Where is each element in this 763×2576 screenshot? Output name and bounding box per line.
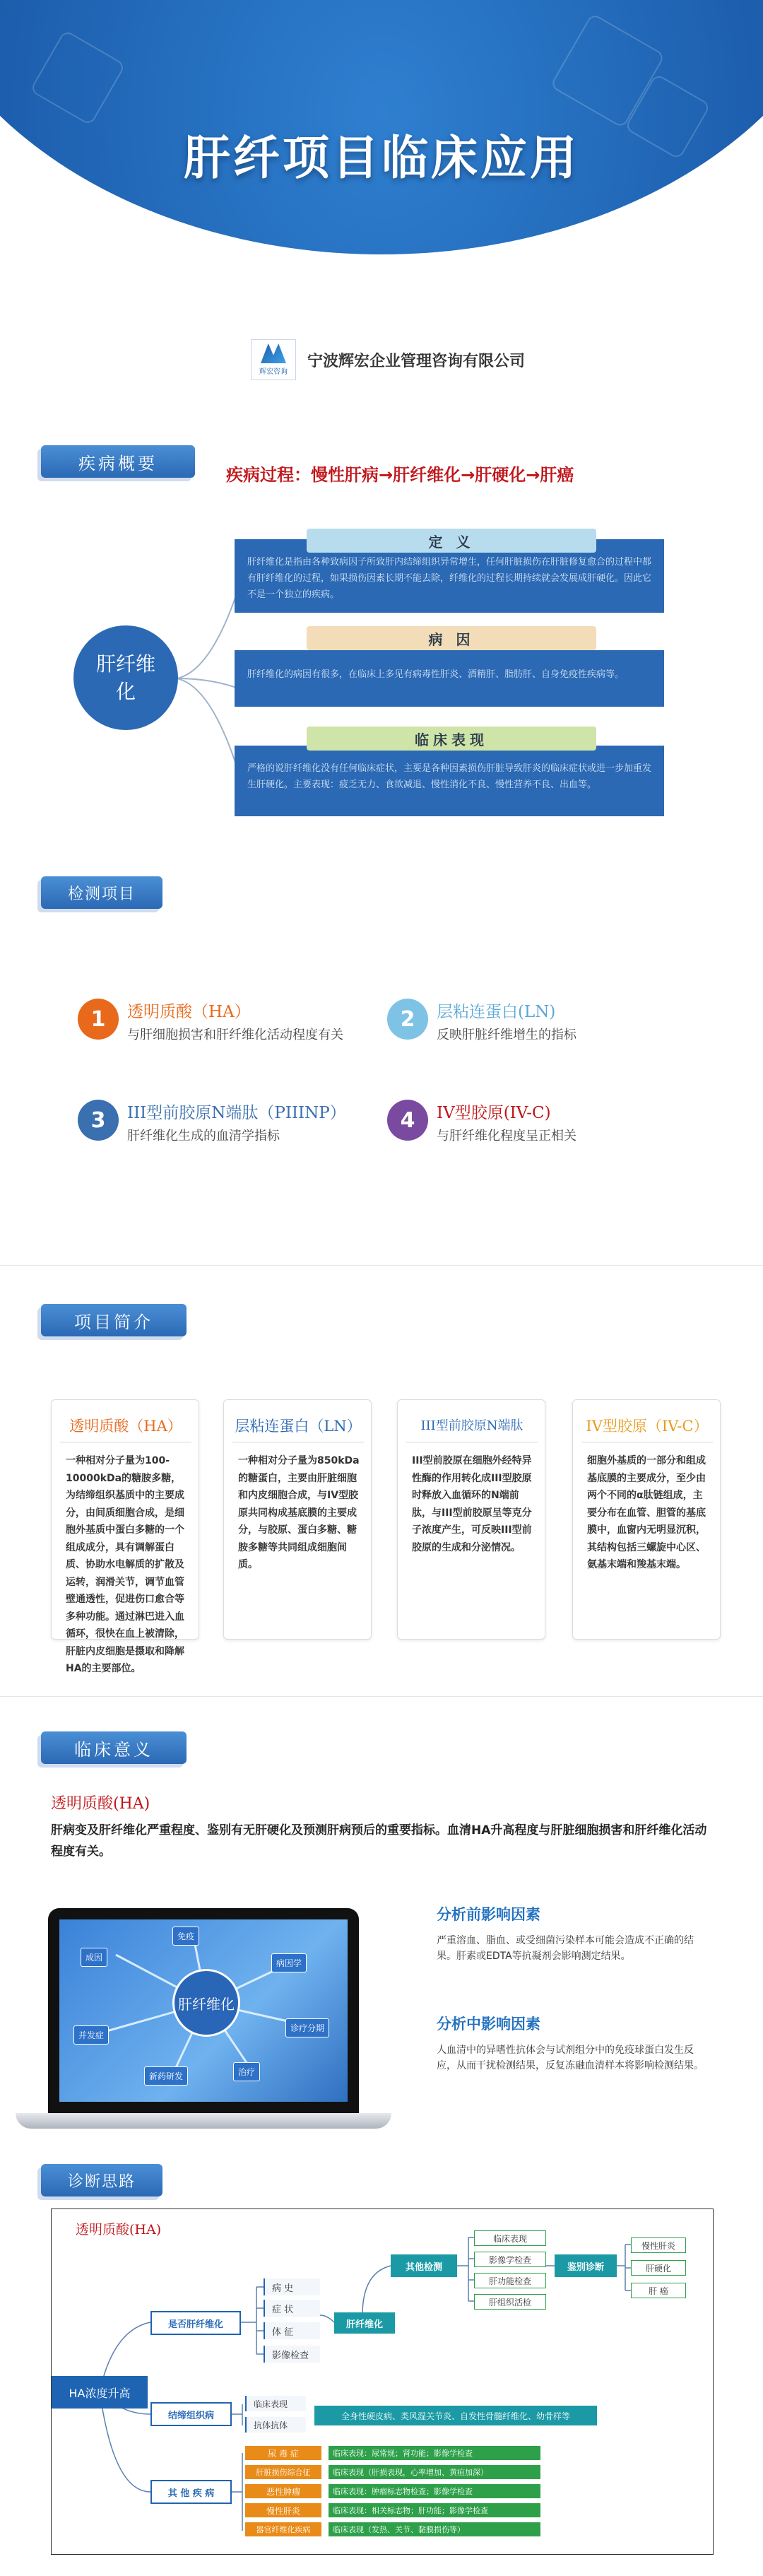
section-tag-intro: 项目简介 [41,1304,187,1336]
detection-title: III型前胶原N端肽（PIIINP） [127,1104,346,1122]
logo-mark-icon [261,343,286,363]
detection-desc: 反映肝脏纤维增生的指标 [437,1028,576,1042]
list-item: 症 状 [264,2300,320,2317]
definition-heading: 定 义 [307,529,596,553]
detection-desc: 与肝纤维化程度呈正相关 [437,1129,576,1143]
section-tag-disease: 疾病概要 [41,445,195,478]
outcome-item: 肝 癌 [631,2283,686,2298]
list-item: 临床表现 [474,2230,546,2246]
root-node: HA浓度升高 [52,2376,148,2409]
differential-diagnosis: 鉴别诊断 [555,2254,617,2277]
symptom-heading: 临床表现 [307,727,596,751]
company-brand [251,339,525,380]
detection-desc: 与肝细胞损害和肝纤维化活动程度有关 [127,1028,343,1042]
list-item: 体 征 [264,2322,320,2339]
section-divider [0,1265,763,1266]
in-analysis-factors [437,2013,712,2074]
card-text: 一种相对分子量为850kDa的糖蛋白，主要由肝脏细胞和内皮细胞合成，与IV型胶原共同构成基底膜的主要成分，与胶原、蛋白多糖、糖胺多糖等共同组成细胞间质。 [238,1455,360,1570]
detection-number: 1 [78,999,119,1040]
clinical-subtitle: 透明质酸(HA) [51,1795,150,1813]
detection-title: 透明质酸（HA） [127,1003,251,1021]
cause-box: 肝纤维化的病因有很多，在临床上多见有病毒性肝炎、酒精肝、脂肪肝、自身免疫性疾病等。 [235,650,664,707]
detection-item-3 [78,1100,346,1144]
illustration-node: 并发症 [73,2025,109,2045]
laptop-illustration [59,1919,348,2102]
upper-node-other-tests: 其他检测 [391,2254,457,2277]
detection-desc: 肝纤维化生成的血清学指标 [127,1129,280,1143]
detection-title: IV型胶原(IV-C) [437,1104,551,1122]
factor-title: 分析前影响因素 [437,1906,540,1923]
detection-title: 层粘连蛋白(LN) [437,1003,556,1021]
page-title: 肝纤项目临床应用 [184,131,579,185]
other-note: 临床表现（肝损表现，心率增加、黄疸加深） [329,2465,540,2479]
list-item: 病 史 [264,2278,320,2295]
illustration-center: 肝纤维化 [172,1969,240,2037]
cause-heading: 病 因 [307,626,596,650]
branch-connective: 结缔组织病 [150,2402,232,2426]
list-item: 抗体抗体 [245,2417,306,2433]
list-item: 影像学检查 [474,2252,546,2267]
laptop-screen [48,1908,359,2113]
definition-box: 肝纤维化是指由各种致病因子所致肝内结缔组织异常增生，任何肝脏损伤在肝脏修复愈合的过程中都有肝纤维化的过程，如果损伤因素长期不能去除，纤维化的过程长期持续就会发展成肝硬化。因此它不是一个独立的疾病。 [235,539,664,613]
branch-other: 其 他 疾 病 [150,2480,232,2504]
fibrosis-circle: 肝纤维化 [73,625,178,730]
illustration-node: 新药研发 [144,2066,188,2086]
detection-number: 2 [387,999,428,1040]
factor-text: 严重溶血、脂血、或受细菌污染样本可能会造成不正确的结果。肝素或EDTA等抗凝剂会影响测定结果。 [437,1935,694,1963]
company-name: 宁波辉宏企业管理咨询有限公司 [307,352,526,370]
card-text: 细胞外基质的一部分和组成基底膜的主要成分，至少由两个不同的α肽链组成，主要分布在血管、胆管的基底膜中，血窗内无明显沉积，其结构包括三螺旋中心区、氨基末端和羧基末端。 [587,1455,706,1570]
other-disease: 恶性肿瘤 [245,2484,321,2498]
other-disease: 器官纤维化疾病 [245,2522,321,2536]
card-title: 层粘连蛋白（LN） [232,1410,364,1442]
result-fibrosis: 肝纤维化 [334,2312,395,2334]
other-note: 临床表现：肿瘤标志物检查；影像学检查 [329,2484,540,2498]
disease-process: 疾病过程：慢性肝病→肝纤维化→肝硬化→肝癌 [226,465,574,485]
card-title: 透明质酸（HA） [60,1410,191,1442]
card-text: III型前胶原在细胞外经特异性酶的作用转化成III型胶原时释放入血循环的N端前肽，与III型前胶原呈等克分子浓度产生，可反映III型前胶原的生成和分泌情况。 [412,1455,532,1553]
diagnosis-flowchart [51,2209,714,2555]
symptom-box: 严格的说肝纤维化没有任何临床症状，主要是各种因素损伤肝脏导致肝炎的临床症状或进一步加重发生肝硬化。主要表现：疲乏无力、食欲减退、慢性消化不良、慢性营养不良、出血等。 [235,746,664,816]
other-note: 临床表现：尿常规；肾功能；影像学检查 [329,2446,540,2460]
other-note: 临床表现：相关标志物；肝功能；影像学检查 [329,2503,540,2517]
card-text: 一种相对分子量为100-10000kDa的糖胺多糖，为结缔组织基质中的主要成分，由间质细胞合成，是细胞外基质中蛋白多糖的一个组成成分，具有调解蛋白质、协助水电解质的扩散及运转，润滑关节，调节血管壁通透性，促进伤口愈合等多种功能。通过淋巴进入血循环，很快在血上被清除，肝脏内皮细胞是摄取和降解HA的主要部位。 [66,1455,184,1674]
illustration-node: 病因学 [271,1953,307,1972]
list-item: 肝组织活检 [474,2294,546,2310]
list-item: 影像检查 [264,2346,320,2363]
outcome-item: 肝硬化 [631,2260,686,2276]
illustration-node: 免疫 [172,1927,199,1946]
laptop-base [16,2113,391,2129]
pre-analysis-factors [437,1903,712,1965]
detection-number: 3 [78,1100,119,1141]
list-item: 肝功能检查 [474,2273,546,2288]
detection-item-2 [387,999,576,1043]
list-item: 临床表现 [245,2396,306,2411]
detection-number: 4 [387,1100,428,1141]
branch-fibrosis: 是否肝纤维化 [150,2311,241,2335]
factor-text: 人血清中的异嗜性抗体会与试剂组分中的免疫球蛋白发生反应，从而干扰检测结果，反复冻融血清样本将影响检测结果。 [437,2045,704,2072]
other-note: 临床表现（发热、关节、黏膜损伤等） [329,2522,540,2536]
intro-card-ivc [572,1399,721,1640]
section-divider [0,1696,763,1697]
hero-banner [0,0,763,304]
detection-item-4 [387,1100,576,1144]
factor-title: 分析中影响因素 [437,2016,540,2033]
other-disease: 肝脏损伤综合征 [245,2465,321,2479]
card-title: III型前胶原N端肽 [406,1410,538,1442]
outcome-item: 慢性肝炎 [631,2237,686,2253]
illustration-node: 成因 [81,1948,107,1967]
illustration-node: 治疗 [233,2062,260,2081]
connective-note: 全身性硬皮病、类风湿关节炎、自发性骨髓纤维化、幼骨样等 [314,2406,597,2425]
section-tag-diagnosis: 诊断思路 [41,2164,162,2196]
illustration-node: 诊疗分期 [285,2018,329,2037]
other-disease: 尿 毒 症 [245,2446,321,2460]
intro-card-ln [223,1399,372,1640]
diagnosis-title: 透明质酸(HA) [76,2222,162,2237]
section-tag-detection: 检测项目 [41,876,162,909]
logo-text: 辉宏咨询 [259,368,288,376]
section-tag-clinical: 临床意义 [41,1731,187,1764]
intro-card-ha [51,1399,199,1674]
other-disease: 慢性肝炎 [245,2503,321,2517]
intro-card-piiinp [397,1399,545,1640]
clinical-text: 肝病变及肝纤维化严重程度、鉴别有无肝硬化及预测肝病预后的重要指标。血清HA升高程度与肝脏细胞损害和肝纤维化活动程度有关。 [51,1823,707,1859]
detection-item-1 [78,999,343,1043]
card-title: IV型胶原（IV-C） [581,1410,713,1442]
company-logo [251,339,296,380]
